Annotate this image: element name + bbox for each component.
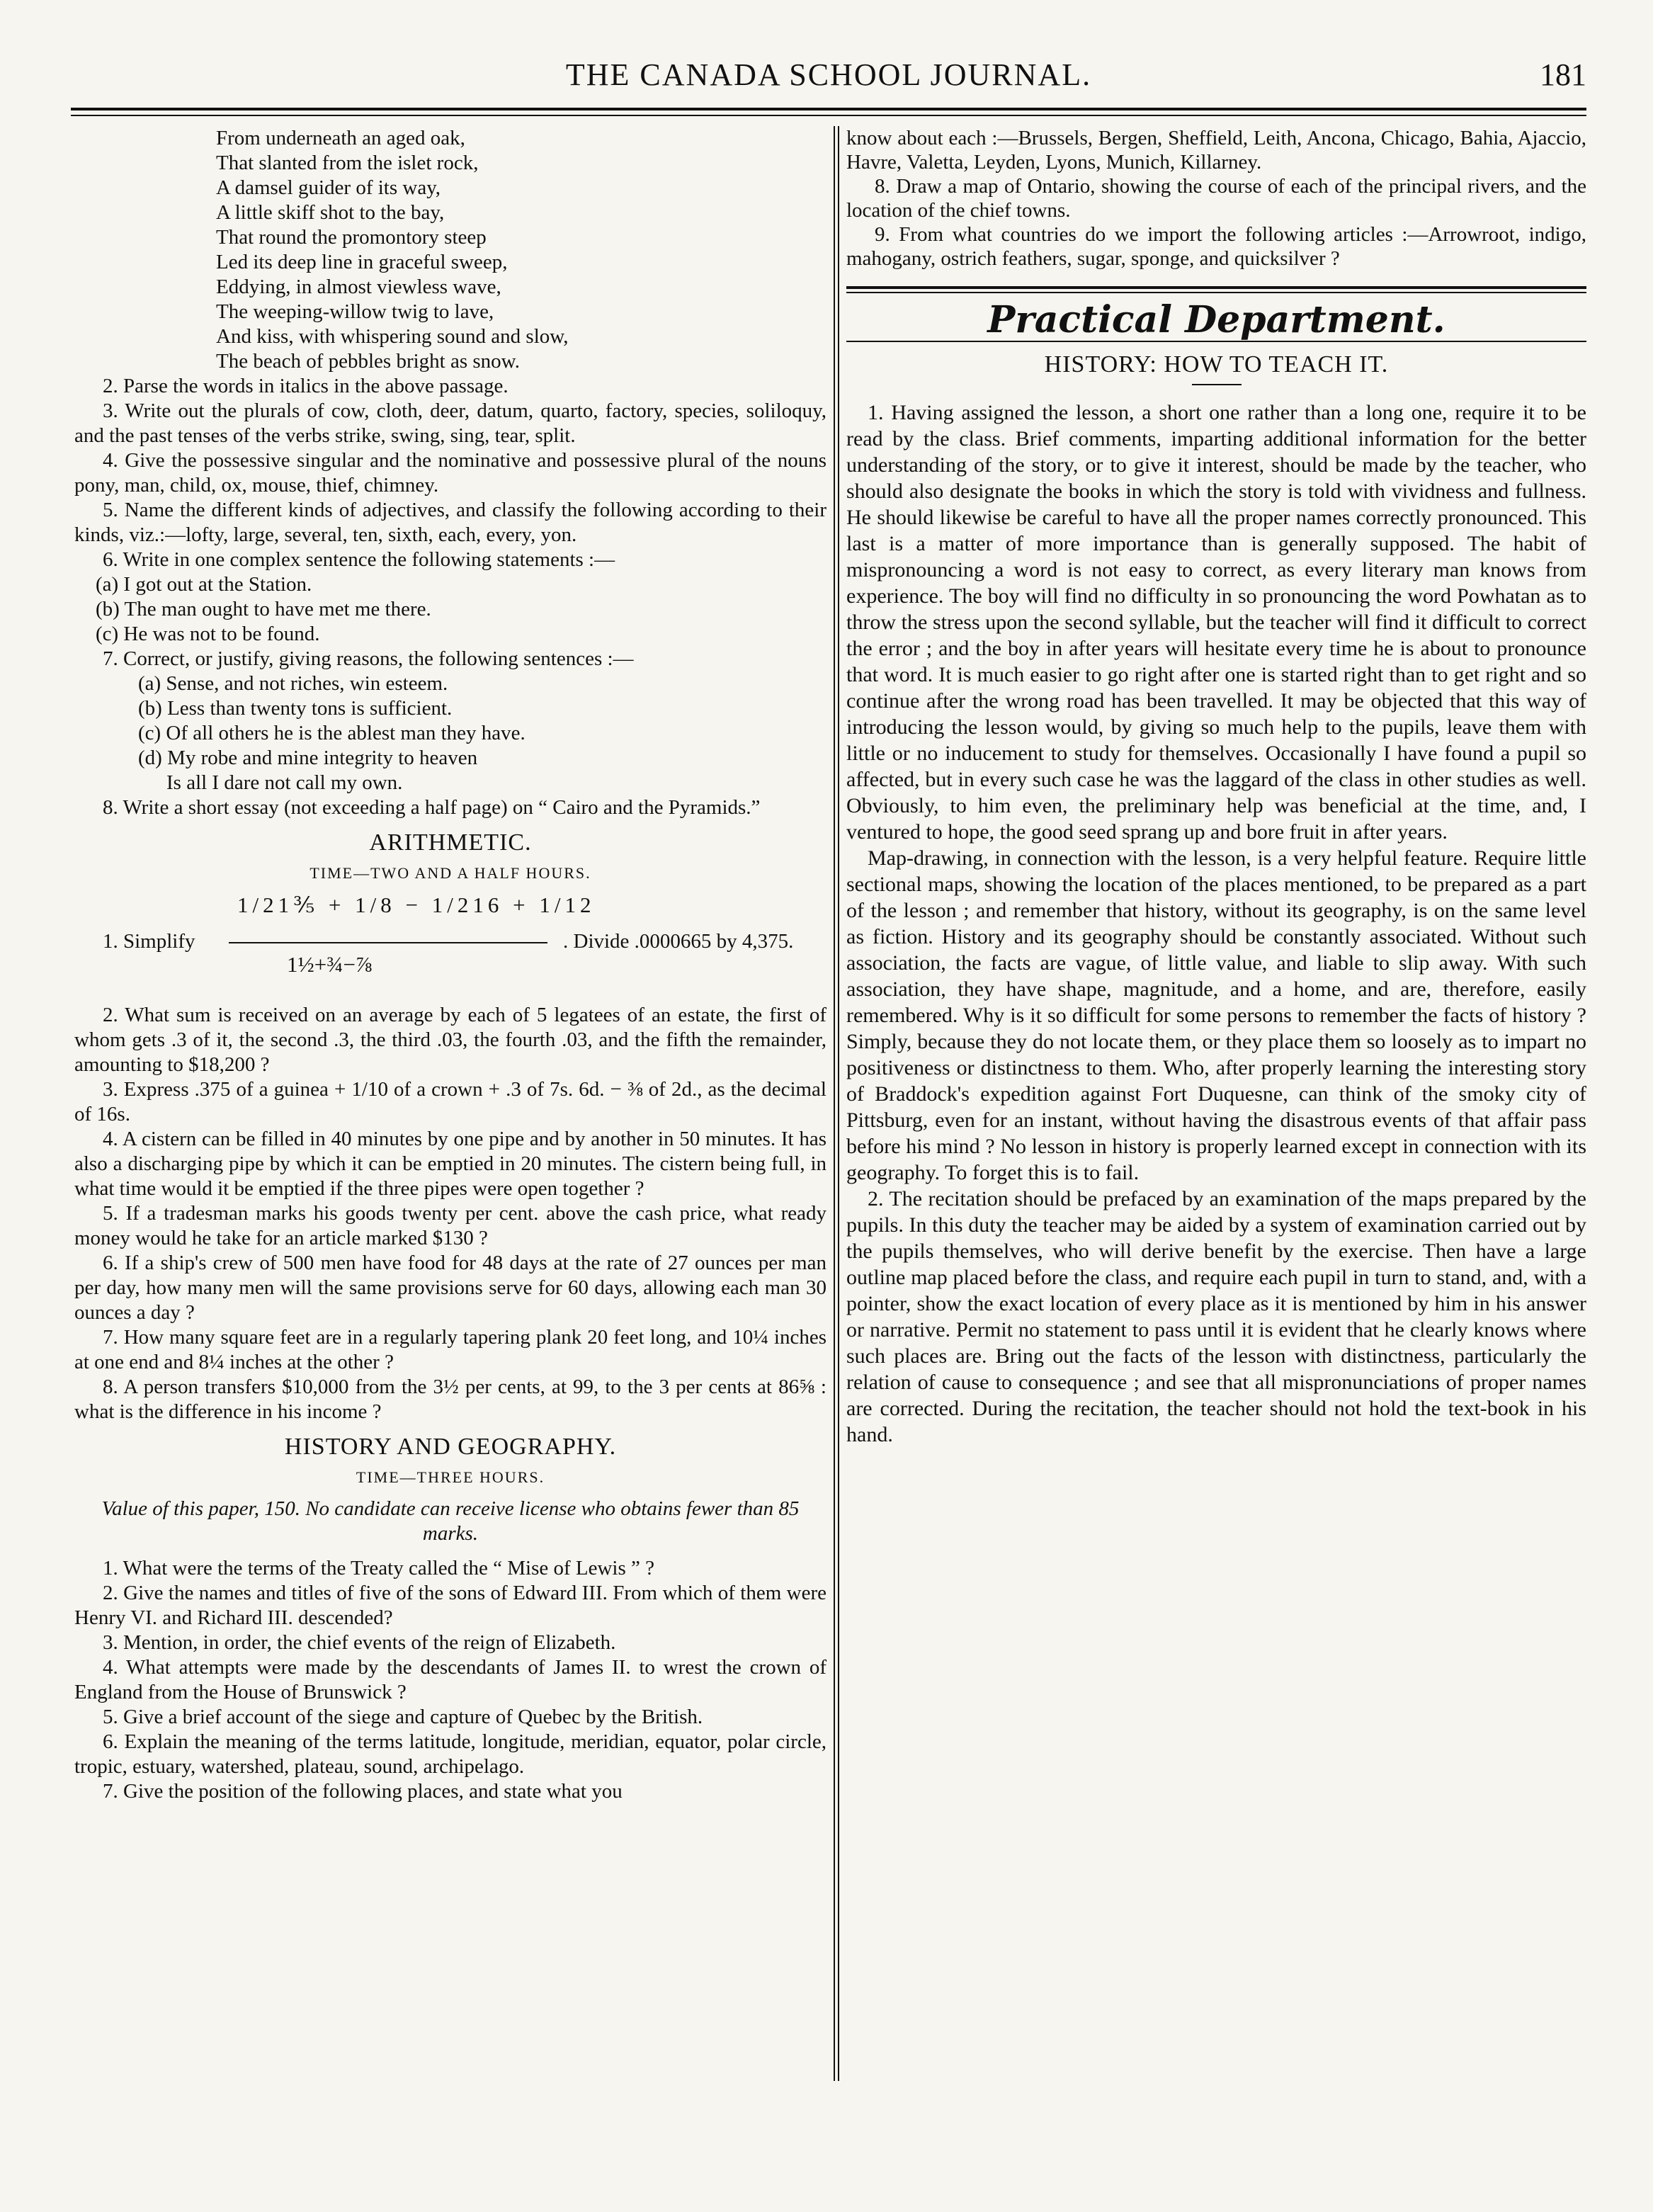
arithmetic-question: 6. If a ship's crew of 500 men have food for 48 days at the rate of 27 ounces per man per day, how many men will the same provisions serve for 60 days, allowing each man 30 ounces a day ? (74, 1252, 826, 1324)
journal-title: THE CANADA SCHOOL JOURNAL. (565, 57, 1092, 92)
column-divider (834, 126, 839, 2081)
arithmetic-time: TIME—TWO AND A HALF HOURS. (309, 864, 591, 882)
grammar-question: 8. Write a short essay (not exceeding a half page) on “ Cairo and the Pyramids.” (103, 796, 761, 819)
poem-line: A little skiff shot to the bay, (216, 201, 445, 224)
poem-line: That round the promontory steep (216, 226, 487, 249)
q7-item: (c) Of all others he is the ablest man they have. (138, 722, 526, 744)
simplify-expression (74, 892, 826, 999)
arithmetic-heading: ARITHMETIC. (369, 829, 532, 856)
poem-line: Eddying, in almost viewless wave, (216, 276, 501, 298)
q6-item: (c) He was not to be found. (96, 623, 320, 645)
history-question: 7. Give the position of the following places, and state what you (103, 1780, 623, 1803)
geography-question: 9. From what countries do we import the following articles :—Arrowroot, indigo, mahogany, ostrich feathers, sugar, sponge, and quicksilver ? (846, 223, 1586, 270)
poem-line: Led its deep line in graceful sweep, (216, 251, 508, 273)
title-rule (1192, 384, 1242, 385)
fraction-bar (229, 942, 547, 943)
geography-question: 8. Draw a map of Ontario, showing the course of each of the principal rivers, and the location of the chief towns. (846, 175, 1586, 222)
right-column (846, 126, 1586, 1448)
page-number: 181 (1540, 57, 1586, 92)
q6-item: (b) The man ought to have met me there. (96, 598, 431, 620)
article-title: HISTORY: HOW TO TEACH IT. (1044, 351, 1389, 378)
header-rule-thin (71, 115, 1586, 116)
q1-tail: . Divide .0000665 by 4,375. (563, 930, 794, 953)
left-column (74, 126, 826, 1804)
history-question: 4. What attempts were made by the descendants of James II. to wrest the crown of England from the House of Brunswick ? (74, 1656, 826, 1703)
article-paragraph: 1. Having assigned the lesson, a short one rather than a long one, require it to be read by the class. Brief comments, imparting additional information for the better understanding of the story, or to give it interest, should be made by the teacher, who should also designate the books in which the story is told with vividness and fullness. He should likewise be careful to have all the proper names correctly pronounced. This last is a matter of more importance than is generally supposed. The habit of mispronouncing a word is not easy to correct, as every literary man knows from experience. The boy will find no difficulty in so pronouncing the word Powhatan as to throw the stress upon the second syllable, but the teacher will find it difficult to correct the error ; and the boy in after years will hesitate every time he is about to pronounce that word. It is much easier to go right after one is started right than to get right and so continue after the wrong road has been travelled. It may be objected that this way of introducing the lesson would, by giving so much help to the pupils, leave them with little or no inducement to study for themselves. Occasionally I have found a pupil so affected, but in every such case he was the laggard of the class in other studies as well. Obviously, to him even, the preliminary help was beneficial at the time, and, I ventured to hope, the good seed sprang up and bore fruit in after years. (846, 401, 1586, 844)
arithmetic-question: 7. How many square feet are in a regularly tapering plank 20 feet long, and 10¼ inches at one end and 8¼ inches at the other ? (74, 1326, 826, 1373)
article-paragraph: 2. The recitation should be prefaced by an examination of the maps prepared by the pupils. In this duty the teacher may be aided by a system of examination carried out by the pupils themselves, who will derive benefit by the exercise. Then have a large outline map placed before the class, and require each pupil in turn to stand, and, with a pointer, show the exact location of every place as it is mentioned by him in his answer or narrative. Permit no statement to pass until it is evident that he clearly knows where such places are. Bring out the facts of the lesson with distinctness, particularly the relation of cause to consequence ; and see that all mispronunciations of proper names are corrected. During the recitation, the teacher should not hold the text-book in his hand. (846, 1187, 1586, 1446)
grammar-question: 5. Name the different kinds of adjectives, and classify the following according to their kinds, viz.:—lofty, large, several, ten, sixth, each, every, yon. (74, 499, 826, 546)
poem-line: That slanted from the islet rock, (216, 152, 479, 174)
history-question: 1. What were the terms of the Treaty called the “ Mise of Lewis ” ? (103, 1557, 654, 1579)
q1-label: 1. Simplify (103, 930, 195, 953)
arithmetic-question: 8. A person transfers $10,000 from the 3½ per cents, at 99, to the 3 per cents at 86⅝ : what is the difference in his income ? (74, 1376, 826, 1423)
history-question: 3. Mention, in order, the chief events of the reign of Elizabeth. (103, 1631, 616, 1654)
fraction-numerator: 1/21⅗ + 1/8 − 1/216 + 1/12 (237, 892, 596, 917)
header-rule-thick (71, 108, 1586, 110)
grammar-question: 7. Correct, or justify, giving reasons, the following sentences :— (103, 647, 634, 670)
grammar-question: 4. Give the possessive singular and the nominative and possessive plural of the nouns pony, man, child, ox, mouse, thief, chimney. (74, 449, 826, 497)
grammar-question: 2. Parse the words in italics in the above passage. (103, 375, 509, 397)
poem-line: The weeping-willow twig to lave, (216, 300, 494, 323)
q6-item: (a) I got out at the Station. (96, 573, 312, 596)
value-note: Value of this paper, 150. No candidate can receive license who obtains fewer than 85 marks. (101, 1497, 800, 1545)
q7-item: (b) Less than twenty tons is sufficient. (138, 697, 453, 720)
grammar-question: 3. Write out the plurals of cow, cloth, deer, datum, quarto, factory, species, soliloquy, and the past tenses of the verbs strike, swing, sing, tear, split. (74, 399, 826, 447)
history-question: 2. Give the names and titles of five of the sons of Edward III. From which of them were Henry VI. and Richard III. descended? (74, 1582, 826, 1629)
q7-item: (a) Sense, and not riches, win esteem. (138, 672, 448, 695)
poem (74, 126, 826, 374)
history-question: 6. Explain the meaning of the terms latitude, longitude, meridian, equator, polar circle, tropic, estuary, watershed, plateau, sound, archipelago. (74, 1730, 826, 1778)
section-rule (846, 292, 1586, 293)
page-header (71, 55, 1586, 105)
grammar-question: 6. Write in one complex sentence the following statements :— (103, 548, 615, 571)
poem-line: From underneath an aged oak, (216, 127, 465, 149)
question-continuation: know about each :—Brussels, Bergen, Sheffield, Leith, Ancona, Chicago, Bahia, Ajaccio, Havre, Valetta, Leyden, Lyons, Munich, Killarney. (846, 127, 1586, 174)
history-heading: HISTORY AND GEOGRAPHY. (284, 1434, 617, 1460)
article-paragraph: Map-drawing, in connection with the lesson, is a very helpful feature. Require little sectional maps, showing the location of the places mentioned, to be prepared as a part of the lesson ; and remember that history, without its geography, is on the same level as fiction. History and its geography should be constantly associated. Without such association, the facts are vague, of little value, and liable to slip away. With such association, they have shape, magnitude, and a home, and are, therefore, easily remembered. Why is it so difficult for some persons to remember the facts of history ? Simply, because they do not locate them, or they place them so loosely as to impart no positiveness or distinctness to them. Who, after properly learning the interesting story of Braddock's expedition against Fort Duquesne, can think of the smoky city of Pittsburg, even for an instant, without having the disastrous events of that affair pass before his mind ? No lesson in history is properly learned except in connection with its geography. To forget this is to fail. (846, 846, 1586, 1184)
arithmetic-question: 5. If a tradesman marks his goods twenty per cent. above the cash price, what ready money would he take for an article marked $130 ? (74, 1202, 826, 1249)
q7-item-continuation: Is all I dare not call my own. (166, 771, 403, 794)
history-question: 5. Give a brief account of the siege and capture of Quebec by the British. (103, 1706, 703, 1728)
department-title: Practical Department. (987, 298, 1445, 341)
arithmetic-question: 2. What sum is received on an average by each of 5 legatees of an estate, the first of whom gets .3 of it, the second .3, the third .03, the fourth .03, and the fifth the remainder, amounting to $18,200 ? (74, 1004, 826, 1076)
section-rule (846, 286, 1586, 289)
poem-line: A damsel guider of its way, (216, 176, 441, 199)
q7-item: (d) My robe and mine integrity to heaven (138, 747, 478, 769)
history-time: TIME—THREE HOURS. (356, 1468, 545, 1486)
poem-line: And kiss, with whispering sound and slow, (216, 325, 569, 348)
poem-line: The beach of pebbles bright as snow. (216, 350, 520, 373)
fraction-denominator: 1½+¾−⅞ (287, 952, 373, 977)
arithmetic-question: 3. Express .375 of a guinea + 1/10 of a crown + .3 of 7s. 6d. − ⅜ of 2d., as the decimal of 16s. (74, 1078, 826, 1125)
arithmetic-question: 4. A cistern can be filled in 40 minutes by one pipe and by another in 50 minutes. It has also a discharging pipe by which it can be emptied in 20 minutes. The cistern being full, in what time would it be emptied if the three pipes were open together ? (74, 1128, 826, 1200)
